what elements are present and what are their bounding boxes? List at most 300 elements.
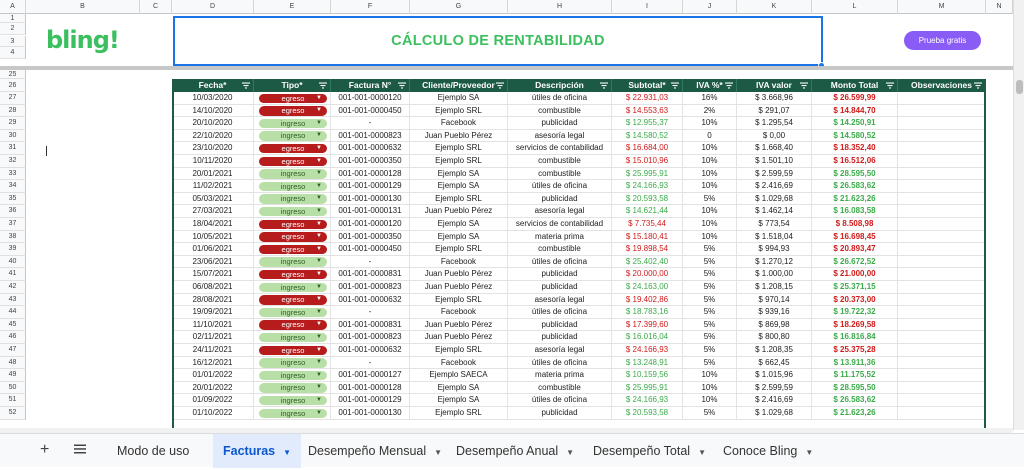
filter-icon[interactable] xyxy=(600,82,608,89)
cell-descripcion[interactable]: útiles de oficina xyxy=(508,256,612,269)
cell-tipo[interactable] xyxy=(254,256,331,269)
cell-iva-pct[interactable]: 5% xyxy=(683,281,737,294)
cell-iva-valor[interactable]: $ 2.599,59 xyxy=(737,168,812,181)
cell-descripcion[interactable]: asesoría legal xyxy=(508,344,612,357)
cell-fecha[interactable]: 01/06/2021 xyxy=(172,243,254,256)
cell-iva-pct[interactable]: 10% xyxy=(683,155,737,168)
cell-monto-total[interactable]: $ 16.698,45 xyxy=(812,231,898,244)
cell-iva-pct[interactable]: 10% xyxy=(683,394,737,407)
cell-cliente[interactable]: Ejemplo SA xyxy=(410,92,508,105)
cell-fecha[interactable]: 16/12/2021 xyxy=(172,357,254,370)
cell-descripcion[interactable]: materia prima xyxy=(508,369,612,382)
cell-factura[interactable]: - xyxy=(331,117,410,130)
cell-iva-pct[interactable]: 5% xyxy=(683,331,737,344)
tipo-dropdown[interactable] xyxy=(259,358,327,368)
cell-tipo[interactable] xyxy=(254,193,331,206)
cell-iva-valor[interactable]: $ 0,00 xyxy=(737,130,812,143)
row-number[interactable]: 38 xyxy=(0,231,26,244)
cell-cliente[interactable]: Ejemplo SRL xyxy=(410,344,508,357)
cell-cliente[interactable]: Facebook xyxy=(410,357,508,370)
cell-monto-total[interactable]: $ 25.371,15 xyxy=(812,281,898,294)
row-number[interactable]: 29 xyxy=(0,117,26,130)
column-header-m[interactable]: M xyxy=(898,0,986,14)
cell-iva-pct[interactable]: 10% xyxy=(683,168,737,181)
cell-monto-total[interactable]: $ 14.844,70 xyxy=(812,105,898,118)
cell-subtotal[interactable]: $ 24.166,93 xyxy=(612,394,683,407)
cell-iva-valor[interactable]: $ 2.416,69 xyxy=(737,180,812,193)
cell-observaciones[interactable] xyxy=(898,344,986,357)
cell-factura[interactable]: 001-001-0000831 xyxy=(331,319,410,332)
cell-subtotal[interactable]: $ 7.735,44 xyxy=(612,218,683,231)
cell-subtotal[interactable]: $ 14.580,52 xyxy=(612,130,683,143)
row-number[interactable]: 44 xyxy=(0,306,26,319)
cell-fecha[interactable]: 10/05/2021 xyxy=(172,231,254,244)
cell-iva-valor[interactable]: $ 1.208,35 xyxy=(737,344,812,357)
cell-descripcion[interactable]: asesoría legal xyxy=(508,294,612,307)
cell-iva-valor[interactable]: $ 1.270,12 xyxy=(737,256,812,269)
tab-desempeno-mensual[interactable] xyxy=(298,434,452,468)
cell-observaciones[interactable] xyxy=(898,306,986,319)
cell-iva-valor[interactable]: $ 869,98 xyxy=(737,319,812,332)
cell-iva-valor[interactable]: $ 1.518,04 xyxy=(737,231,812,244)
cell-observaciones[interactable] xyxy=(898,394,986,407)
cell-fecha[interactable]: 23/06/2021 xyxy=(172,256,254,269)
cell-monto-total[interactable]: $ 18.269,58 xyxy=(812,319,898,332)
cell-iva-pct[interactable]: 5% xyxy=(683,193,737,206)
cell-monto-total[interactable]: $ 20.893,47 xyxy=(812,243,898,256)
cell-iva-pct[interactable]: 5% xyxy=(683,294,737,307)
cell-observaciones[interactable] xyxy=(898,294,986,307)
cell-cliente[interactable]: Ejemplo SA xyxy=(410,168,508,181)
cell-observaciones[interactable] xyxy=(898,268,986,281)
cell-subtotal[interactable]: $ 14.621,44 xyxy=(612,205,683,218)
tipo-dropdown[interactable] xyxy=(259,157,327,167)
cell-fecha[interactable]: 20/10/2020 xyxy=(172,117,254,130)
cell-factura[interactable]: 001-001-0000120 xyxy=(331,218,410,231)
cell-factura[interactable]: 001-001-0000632 xyxy=(331,294,410,307)
tipo-dropdown[interactable] xyxy=(259,308,327,318)
cell-factura[interactable]: 001-001-0000450 xyxy=(331,105,410,118)
cell-subtotal[interactable]: $ 25.995,91 xyxy=(612,168,683,181)
cell-tipo[interactable] xyxy=(254,382,331,395)
column-header-i[interactable]: I xyxy=(612,0,683,14)
cell-iva-valor[interactable]: $ 662,45 xyxy=(737,357,812,370)
cell-monto-total[interactable]: $ 8.508,98 xyxy=(812,218,898,231)
cell-descripcion[interactable]: servicios de contabilidad xyxy=(508,142,612,155)
tipo-dropdown[interactable] xyxy=(259,144,327,154)
row-number[interactable]: 36 xyxy=(0,205,26,218)
table-header-monto-total[interactable] xyxy=(812,79,898,92)
cell-iva-pct[interactable]: 10% xyxy=(683,117,737,130)
cell-monto-total[interactable]: $ 28.595,50 xyxy=(812,168,898,181)
cell-descripcion[interactable]: útiles de oficina xyxy=(508,306,612,319)
cell-monto-total[interactable]: $ 26.583,62 xyxy=(812,394,898,407)
cell-iva-valor[interactable]: $ 773,54 xyxy=(737,218,812,231)
cell-subtotal[interactable]: $ 15.180,41 xyxy=(612,231,683,244)
filter-icon[interactable] xyxy=(242,82,250,89)
table-header-observaciones[interactable] xyxy=(898,79,986,92)
filter-icon[interactable] xyxy=(725,82,733,89)
row-number[interactable]: 50 xyxy=(0,382,26,395)
cell-factura[interactable]: 001-001-0000350 xyxy=(331,155,410,168)
cell-factura[interactable]: 001-001-0000127 xyxy=(331,369,410,382)
cell-monto-total[interactable]: $ 21.623,26 xyxy=(812,407,898,420)
column-header-c[interactable]: C xyxy=(140,0,172,14)
cell-iva-pct[interactable]: 10% xyxy=(683,218,737,231)
row-number[interactable]: 49 xyxy=(0,369,26,382)
cell-iva-pct[interactable]: 10% xyxy=(683,382,737,395)
cell-descripcion[interactable]: combustible xyxy=(508,105,612,118)
cell-observaciones[interactable] xyxy=(898,117,986,130)
cell-iva-valor[interactable]: $ 970,14 xyxy=(737,294,812,307)
cell-fecha[interactable]: 20/01/2022 xyxy=(172,382,254,395)
filter-icon[interactable] xyxy=(671,82,679,89)
cell-cliente[interactable]: Facebook xyxy=(410,306,508,319)
row-number[interactable]: 31 xyxy=(0,142,26,155)
cell-observaciones[interactable] xyxy=(898,180,986,193)
cell-monto-total[interactable]: $ 21.000,00 xyxy=(812,268,898,281)
row-number[interactable]: 35 xyxy=(0,193,26,206)
tipo-dropdown[interactable] xyxy=(259,131,327,141)
cell-factura[interactable]: - xyxy=(331,357,410,370)
cell-tipo[interactable] xyxy=(254,180,331,193)
tipo-dropdown[interactable] xyxy=(259,245,327,255)
cell-observaciones[interactable] xyxy=(898,218,986,231)
cell-descripcion[interactable]: publicidad xyxy=(508,331,612,344)
cell-subtotal[interactable]: $ 19.402,86 xyxy=(612,294,683,307)
cell-iva-valor[interactable]: $ 291,07 xyxy=(737,105,812,118)
cell-observaciones[interactable] xyxy=(898,92,986,105)
row-number[interactable]: 48 xyxy=(0,357,26,370)
cell-monto-total[interactable]: $ 21.623,26 xyxy=(812,193,898,206)
table-header-fecha[interactable] xyxy=(172,79,254,92)
column-header-d[interactable]: D xyxy=(172,0,254,14)
cell-monto-total[interactable]: $ 13.911,36 xyxy=(812,357,898,370)
tab-desempeno-anual[interactable] xyxy=(446,434,584,468)
row-number[interactable]: 46 xyxy=(0,331,26,344)
cell-monto-total[interactable]: $ 11.175,52 xyxy=(812,369,898,382)
row-number[interactable]: 45 xyxy=(0,319,26,332)
row-number[interactable]: 52 xyxy=(0,407,26,420)
cell-subtotal[interactable]: $ 13.248,91 xyxy=(612,357,683,370)
cell-subtotal[interactable]: $ 25.402,40 xyxy=(612,256,683,269)
cell-descripcion[interactable]: publicidad xyxy=(508,193,612,206)
filter-icon[interactable] xyxy=(496,82,504,89)
cell-monto-total[interactable]: $ 26.672,52 xyxy=(812,256,898,269)
filter-icon[interactable] xyxy=(398,82,406,89)
cell-monto-total[interactable]: $ 18.352,40 xyxy=(812,142,898,155)
cell-fecha[interactable]: 18/04/2021 xyxy=(172,218,254,231)
row-number[interactable]: 43 xyxy=(0,294,26,307)
cell-cliente[interactable]: Ejemplo SRL xyxy=(410,142,508,155)
cell-fecha[interactable]: 28/08/2021 xyxy=(172,294,254,307)
cell-iva-pct[interactable]: 5% xyxy=(683,256,737,269)
cell-fecha[interactable]: 23/10/2020 xyxy=(172,142,254,155)
cell-tipo[interactable] xyxy=(254,130,331,143)
cell-iva-pct[interactable]: 5% xyxy=(683,268,737,281)
cell-tipo[interactable] xyxy=(254,92,331,105)
cell-fecha[interactable]: 11/10/2021 xyxy=(172,319,254,332)
table-header-descripcion[interactable] xyxy=(508,79,612,92)
chevron-down-icon[interactable]: ▼ xyxy=(283,448,292,457)
cell-iva-valor[interactable]: $ 3.668,96 xyxy=(737,92,812,105)
cell-monto-total[interactable]: $ 16.512,06 xyxy=(812,155,898,168)
cell-monto-total[interactable]: $ 14.580,52 xyxy=(812,130,898,143)
filter-icon[interactable] xyxy=(800,82,808,89)
cell-subtotal[interactable]: $ 10.159,56 xyxy=(612,369,683,382)
cell-factura[interactable]: 001-001-0000823 xyxy=(331,281,410,294)
cell-monto-total[interactable]: $ 16.816,84 xyxy=(812,331,898,344)
cell-subtotal[interactable]: $ 16.016,04 xyxy=(612,331,683,344)
cell-monto-total[interactable]: $ 20.373,00 xyxy=(812,294,898,307)
tab-facturas[interactable] xyxy=(213,434,301,468)
row-number[interactable]: 25 xyxy=(0,70,26,79)
cell-cliente[interactable]: Ejemplo SA xyxy=(410,382,508,395)
cell-descripcion[interactable]: combustible xyxy=(508,382,612,395)
cell-tipo[interactable] xyxy=(254,168,331,181)
tipo-dropdown[interactable] xyxy=(259,320,327,330)
cell-subtotal[interactable]: $ 12.955,37 xyxy=(612,117,683,130)
cell-cliente[interactable]: Ejemplo SA xyxy=(410,180,508,193)
cell-monto-total[interactable]: $ 26.583,62 xyxy=(812,180,898,193)
tipo-dropdown[interactable] xyxy=(259,94,327,104)
cell-observaciones[interactable] xyxy=(898,231,986,244)
cell-observaciones[interactable] xyxy=(898,256,986,269)
cell-observaciones[interactable] xyxy=(898,357,986,370)
tipo-dropdown[interactable] xyxy=(259,295,327,305)
cell-fecha[interactable]: 14/10/2020 xyxy=(172,105,254,118)
cell-iva-valor[interactable]: $ 800,80 xyxy=(737,331,812,344)
column-header-a[interactable]: A xyxy=(0,0,26,14)
cell-observaciones[interactable] xyxy=(898,193,986,206)
tipo-dropdown[interactable] xyxy=(259,232,327,242)
row-number[interactable]: 27 xyxy=(0,92,26,105)
cell-tipo[interactable] xyxy=(254,281,331,294)
tipo-dropdown[interactable] xyxy=(259,346,327,356)
cell-descripcion[interactable]: combustible xyxy=(508,168,612,181)
cell-cliente[interactable]: Ejemplo SRL xyxy=(410,105,508,118)
cell-observaciones[interactable] xyxy=(898,105,986,118)
cell-observaciones[interactable] xyxy=(898,243,986,256)
cell-cliente[interactable]: Juan Pueblo Pérez xyxy=(410,331,508,344)
cell-iva-pct[interactable]: 5% xyxy=(683,407,737,420)
tipo-dropdown[interactable] xyxy=(259,396,327,406)
cell-iva-pct[interactable]: 10% xyxy=(683,180,737,193)
column-header-l[interactable]: L xyxy=(812,0,898,14)
tipo-dropdown[interactable] xyxy=(259,383,327,393)
cell-factura[interactable]: 001-001-0000131 xyxy=(331,205,410,218)
cell-tipo[interactable] xyxy=(254,331,331,344)
cell-iva-pct[interactable]: 5% xyxy=(683,357,737,370)
chevron-down-icon[interactable]: ▼ xyxy=(566,448,575,457)
row-number[interactable]: 41 xyxy=(0,268,26,281)
cell-factura[interactable]: - xyxy=(331,306,410,319)
row-number[interactable]: 39 xyxy=(0,243,26,256)
row-number[interactable]: 3 xyxy=(0,36,26,47)
cell-fecha[interactable]: 22/10/2020 xyxy=(172,130,254,143)
cell-iva-valor[interactable]: $ 2.416,69 xyxy=(737,394,812,407)
cell-iva-pct[interactable]: 2% xyxy=(683,105,737,118)
cell-factura[interactable]: 001-001-0000129 xyxy=(331,394,410,407)
cell-factura[interactable]: 001-001-0000450 xyxy=(331,243,410,256)
cell-factura[interactable]: 001-001-0000120 xyxy=(331,92,410,105)
cell-fecha[interactable]: 20/01/2021 xyxy=(172,168,254,181)
cell-iva-pct[interactable]: 5% xyxy=(683,344,737,357)
cell-descripcion[interactable]: combustible xyxy=(508,243,612,256)
column-header-j[interactable]: J xyxy=(683,0,737,14)
cell-descripcion[interactable]: publicidad xyxy=(508,268,612,281)
cell-iva-pct[interactable]: 10% xyxy=(683,369,737,382)
cell-monto-total[interactable]: $ 14.250,91 xyxy=(812,117,898,130)
tipo-dropdown[interactable] xyxy=(259,333,327,343)
cell-fecha[interactable]: 10/11/2020 xyxy=(172,155,254,168)
cell-iva-valor[interactable]: $ 994,93 xyxy=(737,243,812,256)
cell-tipo[interactable] xyxy=(254,319,331,332)
row-number[interactable]: 40 xyxy=(0,256,26,269)
cell-iva-valor[interactable]: $ 1.668,40 xyxy=(737,142,812,155)
table-header-cliente[interactable] xyxy=(410,79,508,92)
column-header-f[interactable]: F xyxy=(331,0,410,14)
filter-icon[interactable] xyxy=(319,82,327,89)
cell-tipo[interactable] xyxy=(254,142,331,155)
cell-monto-total[interactable]: $ 28.595,50 xyxy=(812,382,898,395)
tipo-dropdown[interactable] xyxy=(259,371,327,381)
cell-iva-pct[interactable]: 10% xyxy=(683,205,737,218)
cell-cliente[interactable]: Juan Pueblo Pérez xyxy=(410,205,508,218)
column-header-n[interactable]: N xyxy=(986,0,1013,14)
row-number[interactable]: 4 xyxy=(0,47,26,59)
tab-conoce-bling[interactable] xyxy=(713,434,823,468)
cell-descripcion[interactable]: publicidad xyxy=(508,117,612,130)
all-sheets-menu-icon[interactable] xyxy=(73,442,87,456)
column-header-b[interactable]: B xyxy=(26,0,140,14)
row-number[interactable]: 51 xyxy=(0,394,26,407)
row-number[interactable]: 32 xyxy=(0,155,26,168)
row-number[interactable]: 42 xyxy=(0,281,26,294)
tipo-dropdown[interactable] xyxy=(259,194,327,204)
tipo-dropdown[interactable] xyxy=(259,169,327,179)
cell-subtotal[interactable]: $ 14.553,63 xyxy=(612,105,683,118)
row-number[interactable]: 30 xyxy=(0,130,26,143)
cell-subtotal[interactable]: $ 20.593,58 xyxy=(612,193,683,206)
cell-fecha[interactable]: 11/02/2021 xyxy=(172,180,254,193)
cell-tipo[interactable] xyxy=(254,117,331,130)
cell-subtotal[interactable]: $ 20.593,58 xyxy=(612,407,683,420)
cell-iva-pct[interactable]: 10% xyxy=(683,142,737,155)
cell-iva-valor[interactable]: $ 1.501,10 xyxy=(737,155,812,168)
row-number[interactable]: 28 xyxy=(0,105,26,118)
cell-observaciones[interactable] xyxy=(898,168,986,181)
cell-descripcion[interactable]: publicidad xyxy=(508,319,612,332)
cell-cliente[interactable]: Ejemplo SRL xyxy=(410,407,508,420)
tipo-dropdown[interactable] xyxy=(259,409,327,419)
cell-fecha[interactable]: 10/03/2020 xyxy=(172,92,254,105)
cell-iva-valor[interactable]: $ 1.462,14 xyxy=(737,205,812,218)
cell-fecha[interactable]: 27/03/2021 xyxy=(172,205,254,218)
cell-observaciones[interactable] xyxy=(898,331,986,344)
cell-observaciones[interactable] xyxy=(898,382,986,395)
cell-cliente[interactable]: Ejemplo SRL xyxy=(410,294,508,307)
cell-monto-total[interactable]: $ 16.083,58 xyxy=(812,205,898,218)
cell-descripcion[interactable]: útiles de oficina xyxy=(508,180,612,193)
tipo-dropdown[interactable] xyxy=(259,220,327,230)
cell-descripcion[interactable]: servicios de contabilidad xyxy=(508,218,612,231)
column-header-e[interactable]: E xyxy=(254,0,331,14)
cell-factura[interactable]: 001-001-0000130 xyxy=(331,407,410,420)
cell-iva-pct[interactable]: 5% xyxy=(683,243,737,256)
filter-icon[interactable] xyxy=(886,82,894,89)
cell-subtotal[interactable]: $ 16.684,00 xyxy=(612,142,683,155)
cell-descripcion[interactable]: materia prima xyxy=(508,231,612,244)
cell-monto-total[interactable]: $ 25.375,28 xyxy=(812,344,898,357)
cell-observaciones[interactable] xyxy=(898,155,986,168)
cell-fecha[interactable]: 01/09/2022 xyxy=(172,394,254,407)
cell-subtotal[interactable]: $ 18.783,16 xyxy=(612,306,683,319)
cell-subtotal[interactable]: $ 15.010,96 xyxy=(612,155,683,168)
cell-tipo[interactable] xyxy=(254,105,331,118)
tipo-dropdown[interactable] xyxy=(259,283,327,293)
cell-factura[interactable]: 001-001-0000632 xyxy=(331,344,410,357)
cell-cliente[interactable]: Ejemplo SA xyxy=(410,394,508,407)
table-header-iva-pct[interactable] xyxy=(683,79,737,92)
tipo-dropdown[interactable] xyxy=(259,270,327,280)
cell-tipo[interactable] xyxy=(254,218,331,231)
cell-iva-valor[interactable]: $ 1.015,96 xyxy=(737,369,812,382)
cell-cliente[interactable]: Juan Pueblo Pérez xyxy=(410,281,508,294)
cell-iva-valor[interactable]: $ 1.295,54 xyxy=(737,117,812,130)
cell-iva-pct[interactable]: 16% xyxy=(683,92,737,105)
cell-tipo[interactable] xyxy=(254,155,331,168)
cell-iva-valor[interactable]: $ 1.029,68 xyxy=(737,193,812,206)
cell-observaciones[interactable] xyxy=(898,281,986,294)
cell-observaciones[interactable] xyxy=(898,369,986,382)
cell-tipo[interactable] xyxy=(254,357,331,370)
cell-tipo[interactable] xyxy=(254,294,331,307)
cell-descripcion[interactable]: útiles de oficina xyxy=(508,92,612,105)
cell-factura[interactable]: 001-001-0000129 xyxy=(331,180,410,193)
row-number[interactable]: 34 xyxy=(0,180,26,193)
cell-cliente[interactable]: Ejemplo SA xyxy=(410,218,508,231)
row-number[interactable]: 26 xyxy=(0,79,26,92)
cell-iva-valor[interactable]: $ 2.599,59 xyxy=(737,382,812,395)
column-header-k[interactable]: K xyxy=(737,0,812,14)
cell-descripcion[interactable]: publicidad xyxy=(508,281,612,294)
cell-cliente[interactable]: Ejemplo SRL xyxy=(410,243,508,256)
cell-tipo[interactable] xyxy=(254,231,331,244)
cell-observaciones[interactable] xyxy=(898,319,986,332)
cell-tipo[interactable] xyxy=(254,407,331,420)
chevron-down-icon[interactable]: ▼ xyxy=(805,448,814,457)
filter-icon[interactable] xyxy=(974,82,982,89)
row-number[interactable]: 33 xyxy=(0,168,26,181)
row-number[interactable]: 37 xyxy=(0,218,26,231)
cell-factura[interactable]: 001-001-0000831 xyxy=(331,268,410,281)
trial-button[interactable]: Prueba gratis xyxy=(904,31,981,50)
cell-subtotal[interactable]: $ 24.163,00 xyxy=(612,281,683,294)
cell-factura[interactable]: - xyxy=(331,256,410,269)
tab-modo-de-uso[interactable] xyxy=(107,434,199,468)
cell-cliente[interactable]: Juan Pueblo Pérez xyxy=(410,130,508,143)
cell-descripcion[interactable]: asesoría legal xyxy=(508,130,612,143)
cell-fecha[interactable]: 02/11/2021 xyxy=(172,331,254,344)
add-sheet-button[interactable]: + xyxy=(40,441,50,458)
cell-tipo[interactable] xyxy=(254,394,331,407)
cell-monto-total[interactable]: $ 26.599,99 xyxy=(812,92,898,105)
cell-iva-valor[interactable]: $ 939,16 xyxy=(737,306,812,319)
chevron-down-icon[interactable]: ▼ xyxy=(434,448,443,457)
cell-descripcion[interactable]: publicidad xyxy=(508,407,612,420)
cell-factura[interactable]: 001-001-0000128 xyxy=(331,382,410,395)
